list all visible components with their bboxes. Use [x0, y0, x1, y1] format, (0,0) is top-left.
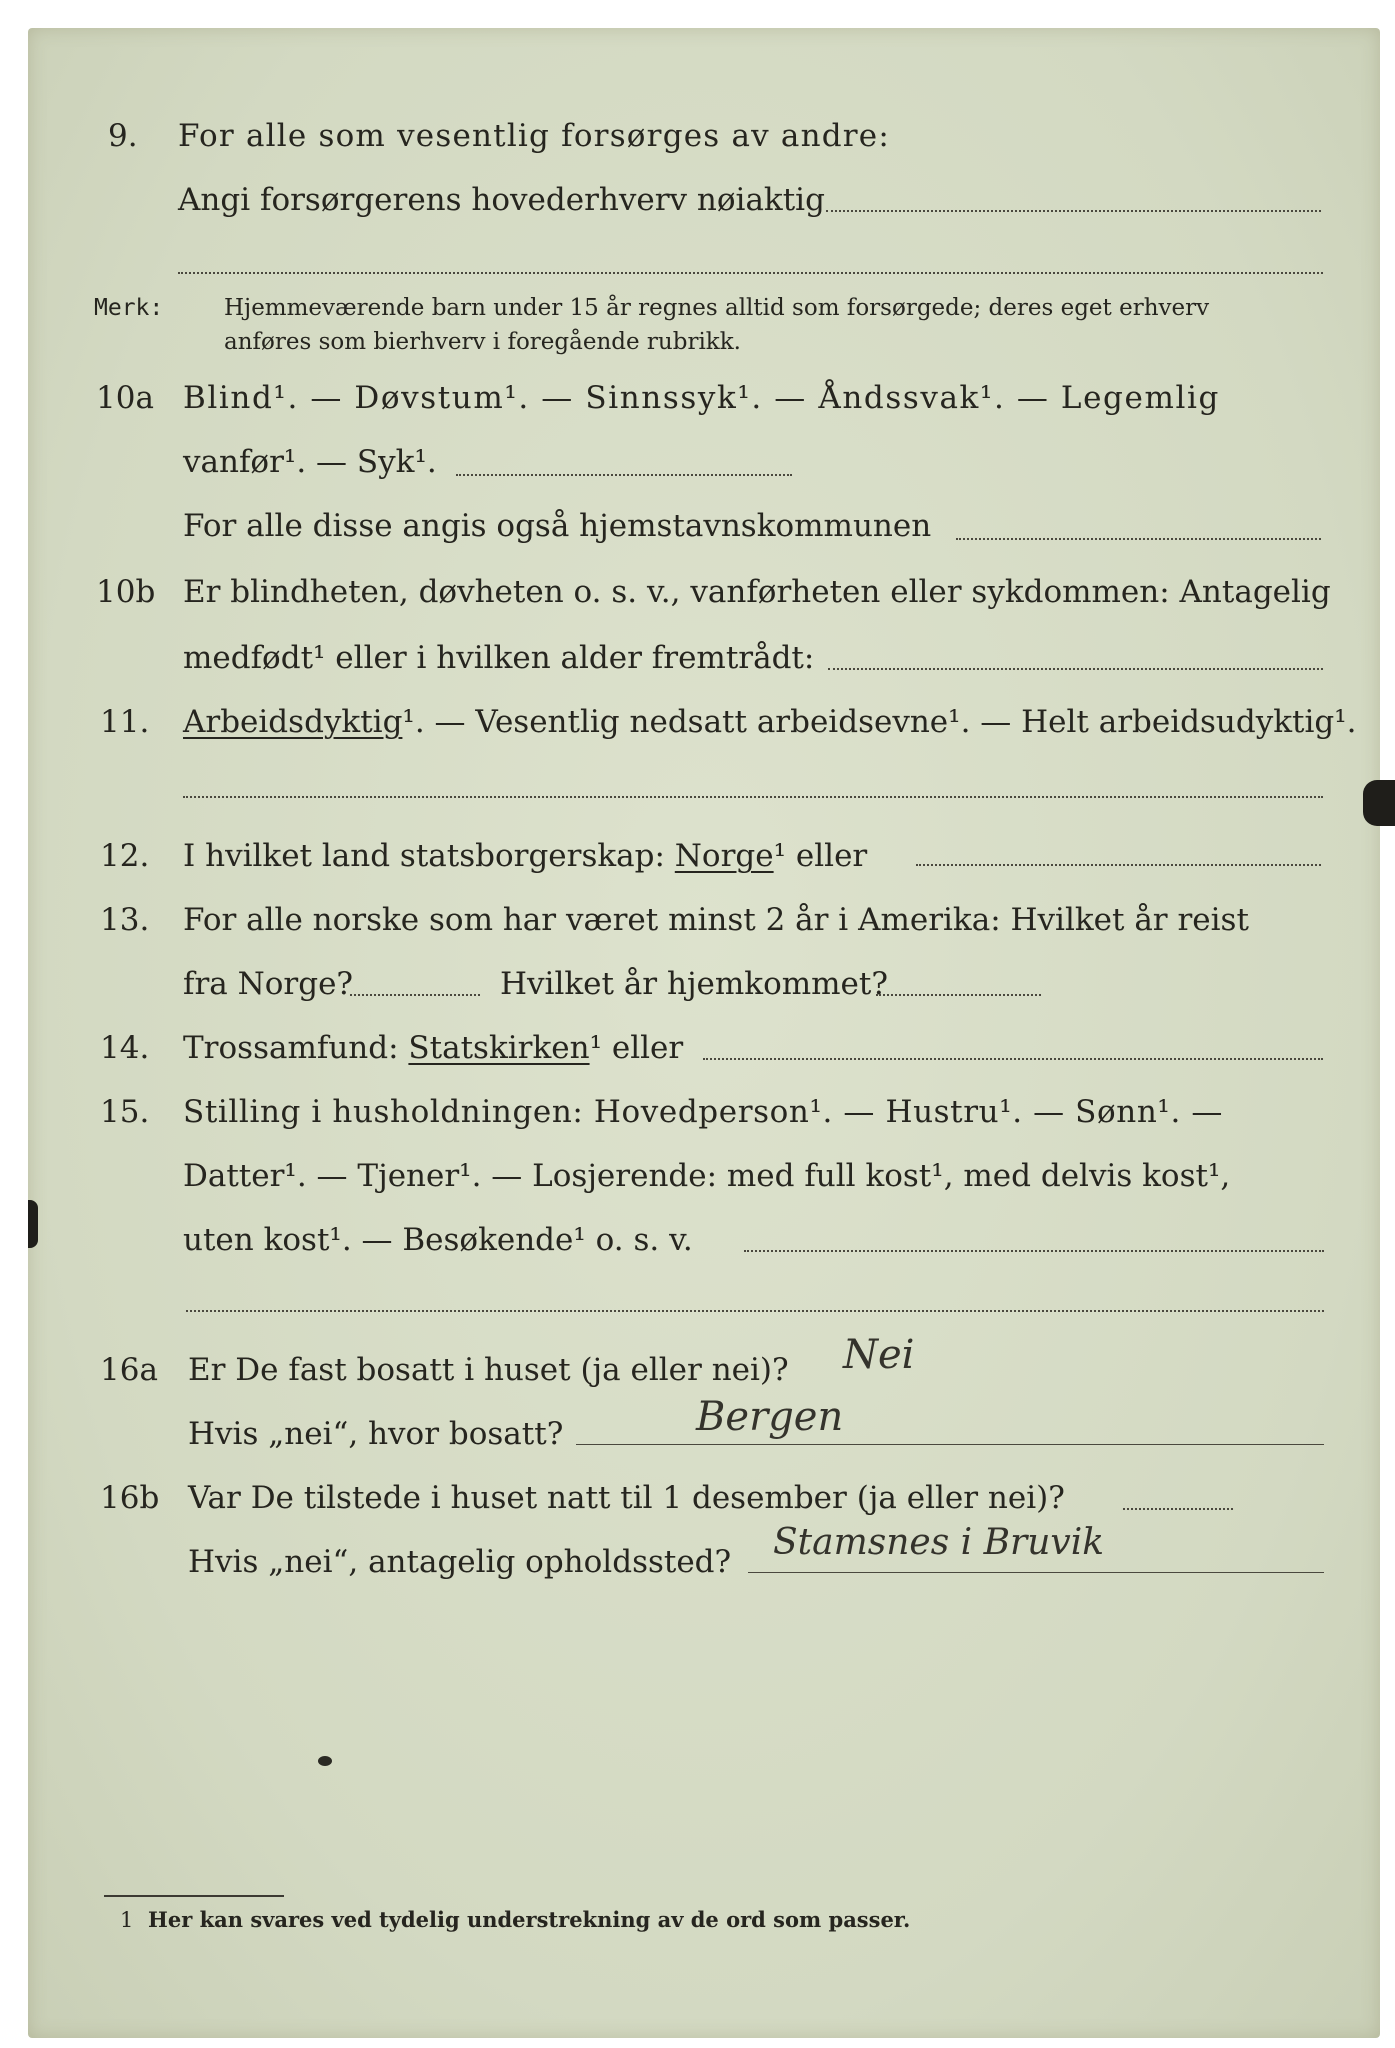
q10b-line1: Er blindheten, døvheten o. s. v., vanførheten eller sykdommen: Antagelig: [183, 574, 1331, 610]
q10b-line2: medfødt¹ eller i hvilken alder fremtrådt:: [183, 640, 815, 676]
q12-number: 12.: [100, 838, 150, 874]
q12-suffix: ¹ eller: [773, 838, 868, 874]
q10a-line3: For alle disse angis også hjemstavnskommunen: [183, 508, 932, 544]
q16a-answer1-handwritten: Nei: [843, 1332, 915, 1378]
q11-extra-line: [183, 796, 1323, 798]
q15-line3: uten kost¹. — Besøkende¹ o. s. v.: [183, 1222, 693, 1258]
q14-line: [183, 1028, 683, 1068]
footnote-rule: [104, 1895, 284, 1897]
q13-line2b: Hvilket år hjemkommet?: [500, 966, 888, 1002]
footnote: [120, 1906, 911, 1934]
merk-line2: anføres som bierhverv i foregående rubrikk.: [224, 329, 741, 355]
q14-suffix: ¹ eller: [589, 1030, 684, 1066]
q13-hjemkommet-line: [876, 994, 1041, 996]
q16b-answer2-handwritten: Stamsnes i Bruvik: [773, 1522, 1105, 1563]
q9-line1: For alle som vesentlig forsørges av andre:: [178, 118, 890, 154]
q9-extra-line: [178, 272, 1323, 274]
page-edge-mark: [28, 1200, 38, 1248]
q16a-bosatt-line: [576, 1444, 1324, 1445]
q16a-line2: Hvis „nei“, hvor bosatt?: [188, 1416, 564, 1452]
q16a-answer2-handwritten: Bergen: [696, 1394, 844, 1440]
q12-answer-norge: Norge: [674, 838, 774, 874]
footnote-text: Her kan svares ved tydelig understrekning av de ord som passer.: [148, 1907, 911, 1932]
q14-answer-statskirken: Statskirken: [408, 1030, 590, 1066]
q13-number: 13.: [100, 902, 150, 938]
q14-answer-line: [703, 1058, 1323, 1060]
q9-number: 9.: [108, 118, 138, 154]
q10b-answer-line: [828, 668, 1323, 670]
q13-line1: For alle norske som har været minst 2 år i Amerika: Hvilket år reist: [183, 902, 1249, 938]
q9-answer-line: [826, 210, 1321, 212]
q15-extra-line: [186, 1310, 1324, 1312]
q16b-opholdssted-line: [748, 1572, 1324, 1573]
q11-number: 11.: [100, 704, 150, 740]
q10a-commune-line: [956, 538, 1321, 540]
q14-prefix: Trossamfund:: [183, 1030, 399, 1066]
footnote-mark: 1: [120, 1908, 134, 1932]
q12-prefix: I hvilket land statsborgerskap:: [183, 838, 665, 874]
q16b-number: 16b: [100, 1480, 160, 1516]
merk-line1: Hjemmeværende barn under 15 år regnes alltid som forsørgede; deres eget erhverv: [224, 295, 1210, 321]
q10a-number: 10a: [96, 380, 154, 416]
q16a-number: 16a: [100, 1352, 158, 1388]
q15-line1: Stilling i husholdningen: Hovedperson¹. — Hustru¹. — Sønn¹. —: [183, 1094, 1223, 1130]
q11-rest: ¹. — Vesentlig nedsatt arbeidsevne¹. — Helt arbeidsudyktig¹.: [402, 704, 1357, 740]
q11-line: [183, 702, 1357, 742]
q11-option-arbeidsdyktig: Arbeidsdyktig: [183, 704, 403, 740]
q10a-line1: Blind¹. — Døvstum¹. — Sinnssyk¹. — Åndssvak¹. — Legemlig: [183, 380, 1220, 416]
q15-answer-line: [744, 1250, 1324, 1252]
census-form-page: [28, 28, 1380, 2038]
q15-number: 15.: [100, 1094, 150, 1130]
q16b-line1: Var De tilstede i huset natt til 1 desember (ja eller nei)?: [188, 1480, 1065, 1516]
q10b-number: 10b: [96, 574, 156, 610]
page-edge-tab: [1363, 780, 1395, 826]
q16b-tilstede-line: [1123, 1508, 1233, 1510]
q14-number: 14.: [100, 1030, 150, 1066]
q10a-line2: vanfør¹. — Syk¹.: [183, 444, 437, 480]
q16a-line1: Er De fast bosatt i huset (ja eller nei)?: [188, 1352, 789, 1388]
q12-line: [183, 836, 867, 876]
q13-reist-line: [350, 994, 480, 996]
q15-line2: Datter¹. — Tjener¹. — Losjerende: med full kost¹, med delvis kost¹,: [183, 1158, 1231, 1194]
q13-line2a: fra Norge?: [183, 966, 354, 1002]
q12-answer-line: [916, 864, 1321, 866]
q10a-answer-line: [456, 474, 792, 476]
q16b-line2: Hvis „nei“, antagelig opholdssted?: [188, 1544, 732, 1580]
ink-spot: [318, 1756, 332, 1766]
q9-line2: Angi forsørgerens hovederhverv nøiaktig: [178, 182, 825, 218]
merk-label: Merk:: [94, 295, 164, 321]
